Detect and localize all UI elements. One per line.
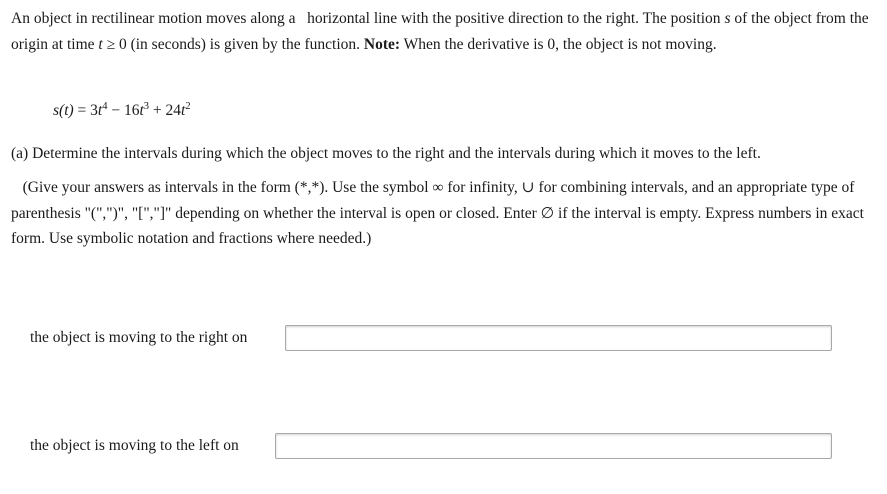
intro-text-1: An object in rectilinear motion moves along a horizontal line with the positive direction to the right. The position [11, 10, 725, 27]
position-function [53, 99, 191, 123]
formula-term3-var: t [181, 102, 186, 119]
answer-instructions: (Give your answers as intervals in the form (*,*). Use the symbol ∞ for infinity, ∪ for combining intervals, and an appropriate type of parenthesis "(",")", "[","]" depending on whether the interval is open or closed. Enter ∅ if the interval is empty. Express numbers in exact form. Use symbolic notation and fractions where needed.) [11, 179, 864, 247]
formula-term1-exp: 4 [102, 101, 108, 112]
note-text: When the derivative is 0, the object is not moving. [400, 35, 717, 53]
moving-left-label: the object is moving to the left on [30, 437, 239, 454]
moving-right-row [30, 325, 247, 351]
problem-statement [11, 6, 877, 57]
formula-term2-exp: 3 [143, 101, 150, 112]
formula-lhs: s(t) [53, 102, 74, 119]
moving-left-input[interactable] [275, 433, 832, 459]
formula-term1-var: t [97, 102, 103, 119]
formula-term2-coef: − 16 [107, 102, 140, 119]
variable-s: s [724, 10, 731, 27]
formula-term2-var: t [139, 102, 144, 119]
formula-term3-coef: + 24 [149, 102, 182, 119]
moving-right-label: the object is moving to the right on [30, 329, 248, 346]
note-label: Note: [363, 35, 401, 53]
part-a-question: (a) Determine the intervals during which the object moves to the right and the intervals during which it moves to the left. [11, 145, 761, 162]
intro-text-3: ≥ 0 (in seconds) is given by the function. [102, 35, 364, 53]
moving-right-input[interactable] [285, 325, 832, 351]
moving-left-row [30, 433, 239, 459]
intro-text-2: of the object from the origin at time [11, 10, 869, 53]
variable-t: t [98, 35, 103, 53]
formula-term1-coef: = 3 [73, 102, 98, 119]
formula-term3-exp: 2 [185, 101, 191, 112]
